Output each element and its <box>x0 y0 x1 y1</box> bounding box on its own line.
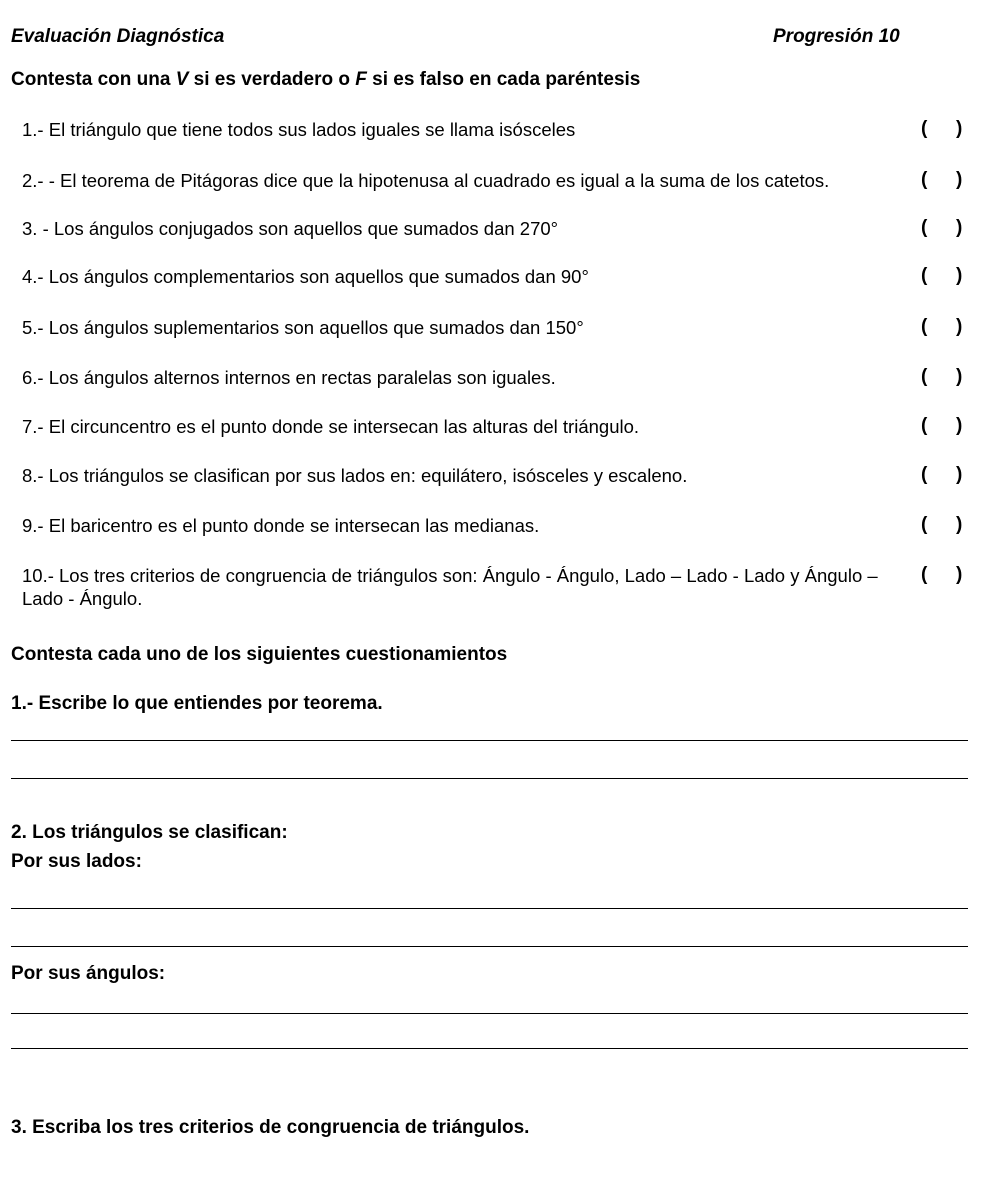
answer-line[interactable] <box>11 946 968 947</box>
progression-label: Progresión 10 <box>773 26 900 47</box>
question-2-angles-label: Por sus ángulos: <box>11 963 166 984</box>
tf-item-3: 3. - Los ángulos conjugados son aquellos que sumados dan 270° <box>22 218 559 239</box>
answer-line[interactable] <box>11 778 968 779</box>
tf-item-10: 10.- Los tres criterios de congruencia de triángulos son: Ángulo - Ángulo, Lado – Lado - Lado y Ángulo – Lado - Ángulo. <box>22 565 878 609</box>
answer-line[interactable] <box>11 1013 968 1014</box>
worksheet-page: Evaluación Diagnóstica Progresión 10 Contesta con una V si es verdadero o F si es falso en cada paréntesis 1.- El triángulo que tiene todos sus lados iguales se llama isósceles ( ) 2.- - El teorema de Pitágoras dice que la hipotenusa al cuadrado es igual a la suma de los catetos. ( ) 3. - Los ángulos conjugados son aquellos que sumados dan 270° ( ) 4.- Los ángulos complementarios son aquellos que sumados dan 90° ( ) 5.- Los ángulos suplementarios son aquellos que sumados dan 150° ( ) 6.- Los ángulos alternos internos en rectas paralelas son iguales. ( ) 7.- El circuncentro es el punto donde se intersecan las alturas del triángulo. ( ) 8.- Los triángulos se clasifican por sus lados en: equilátero, isósceles y escaleno. ( ) 9.- El baricentro es el punto donde se intersecan las medianas. ( ) 10.- Los tres criterios de congruencia de triángulos son: Ángulo - Ángulo, Lado – Lado - Lado y Ángulo – Lado - Ángulo. ( ) Contesta cada uno de los siguientes cuestionamientos 1.- Escribe lo que entiendes por teorema. 2. Los triángulos se clasifican: Por sus lados: Por sus ángulos: 3. Escriba los tres criterios de congruencia de triángulos. <box>0 0 999 1181</box>
question-1: 1.- Escribe lo que entiendes por teorema. <box>11 693 383 714</box>
instruction-v: V <box>175 69 189 90</box>
instruction-text-2: si es verdadero o <box>188 69 356 90</box>
tf-item-9: 9.- El baricentro es el punto donde se intersecan las medianas. <box>22 515 540 536</box>
tf-item-8: 8.- Los triángulos se clasifican por sus lados en: equilátero, isósceles y escaleno. <box>22 465 688 486</box>
tf-item-6: 6.- Los ángulos alternos internos en rectas paralelas son iguales. <box>22 367 556 388</box>
answer-line[interactable] <box>11 908 968 909</box>
instruction-f: F <box>355 69 367 90</box>
instruction-text-3: si es falso en cada paréntesis <box>366 69 641 90</box>
worksheet-title: Evaluación Diagnóstica <box>11 26 225 47</box>
tf-item-2: 2.- - El teorema de Pitágoras dice que la hipotenusa al cuadrado es igual a la suma de los catetos. <box>22 170 830 191</box>
instruction-text-1: Contesta con una <box>11 69 176 90</box>
true-false-instructions <box>11 69 640 91</box>
tf-item-7: 7.- El circuncentro es el punto donde se intersecan las alturas del triángulo. <box>22 416 640 437</box>
tf-item-4: 4.- Los ángulos complementarios son aquellos que sumados dan 90° <box>22 266 589 287</box>
question-3: 3. Escriba los tres criterios de congruencia de triángulos. <box>11 1117 530 1138</box>
tf-item-5: 5.- Los ángulos suplementarios son aquellos que sumados dan 150° <box>22 317 584 338</box>
section-2-title: Contesta cada uno de los siguientes cuestionamientos <box>11 644 508 665</box>
question-2: 2. Los triángulos se clasifican: <box>11 822 288 843</box>
question-2-sides-label: Por sus lados: <box>11 851 142 872</box>
answer-line[interactable] <box>11 1048 968 1049</box>
answer-line[interactable] <box>11 740 968 741</box>
tf-item-1: 1.- El triángulo que tiene todos sus lados iguales se llama isósceles <box>22 119 576 140</box>
